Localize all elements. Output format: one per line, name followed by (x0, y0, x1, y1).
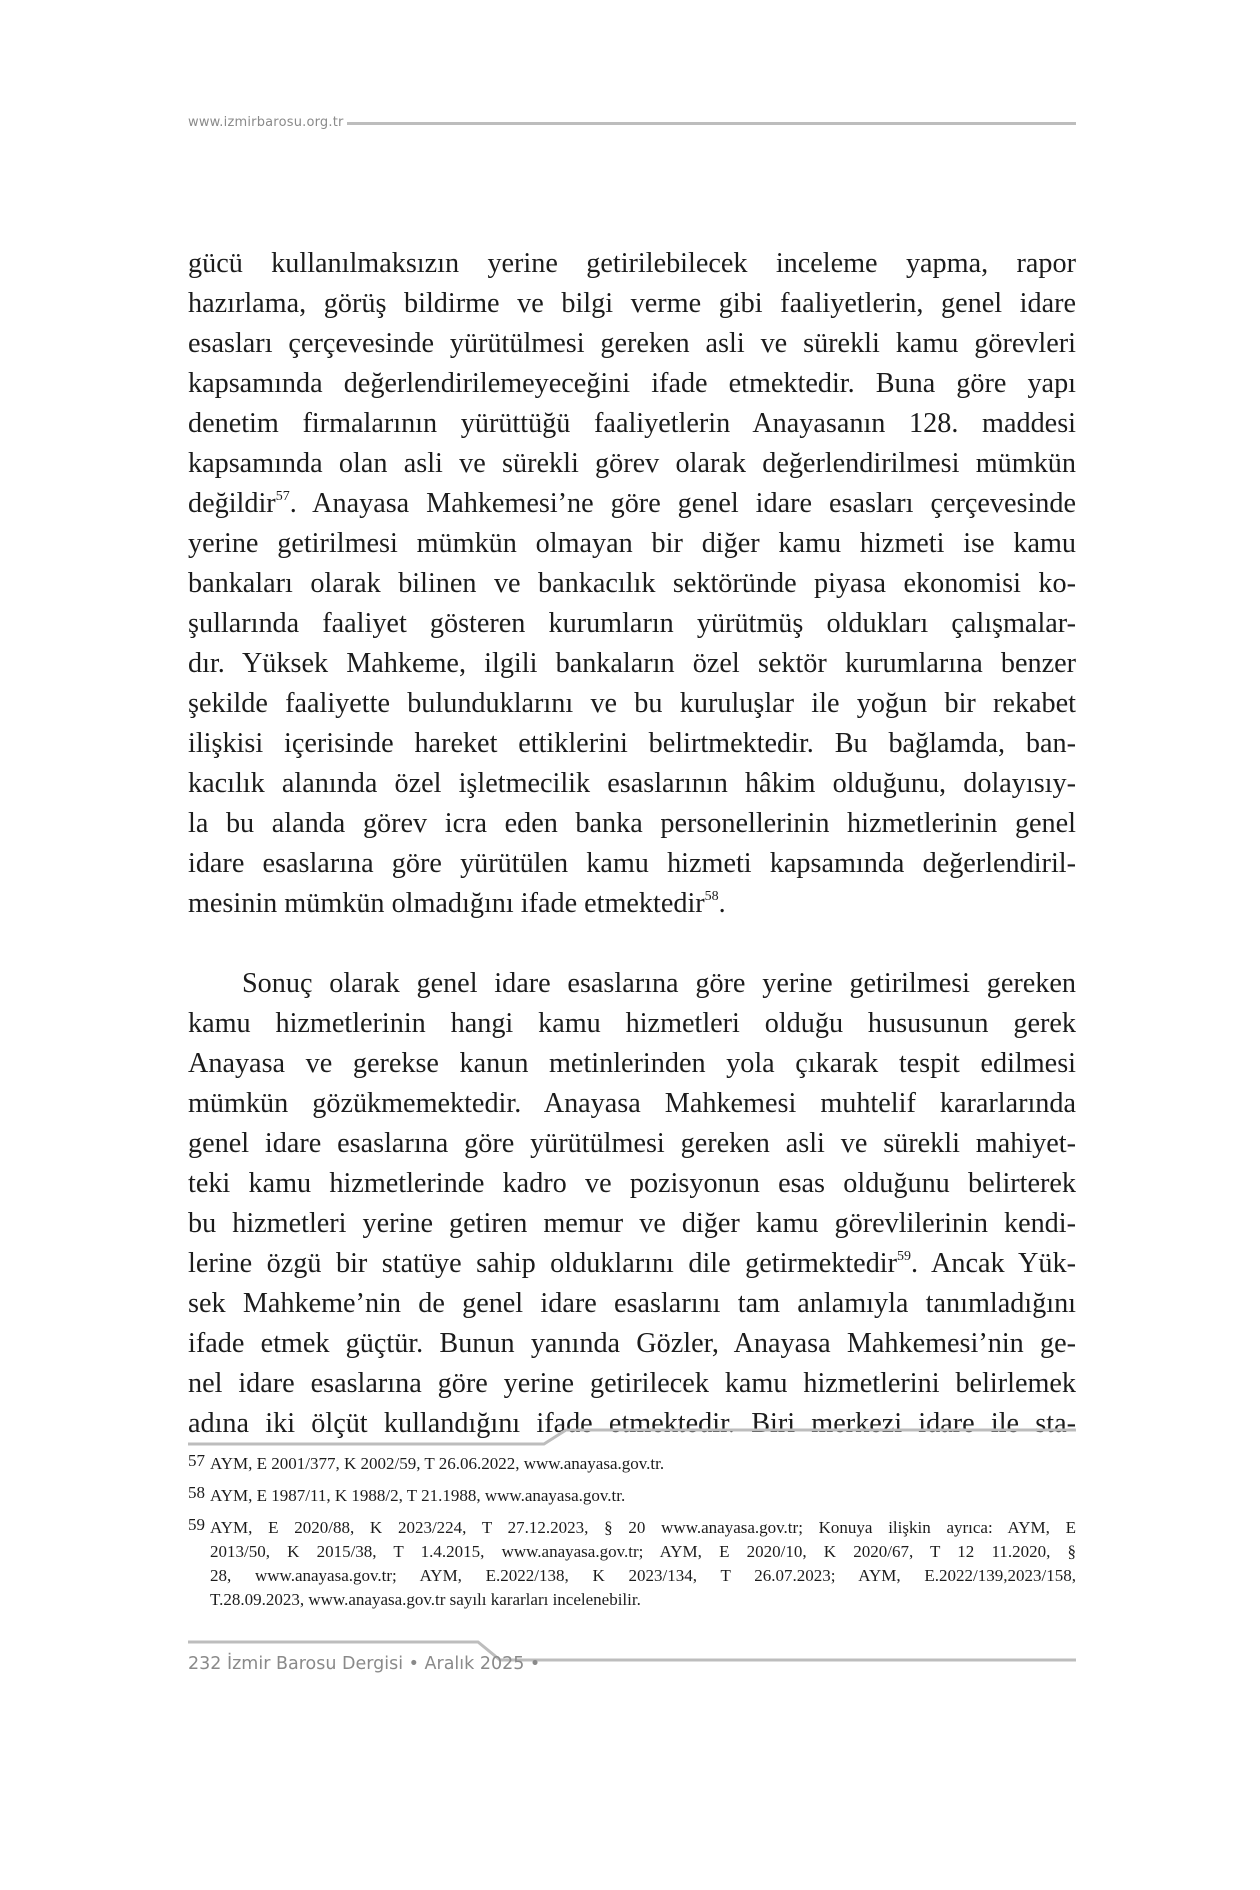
text-line: nel idare esaslarına göre yerine getirilecek kamu hizmetlerini belirlemek (188, 1368, 1076, 1399)
text-line: kacılık alanında özel işletmecilik esaslarının hâkim olduğunu, dolayısıy- (188, 768, 1076, 799)
footnotes (188, 1452, 1076, 1620)
text-line: gücü kullanılmaksızın yerine getirilebilecek inceleme yapma, rapor (188, 248, 1076, 279)
text-fragment: . Ancak Yük- (911, 1248, 1076, 1279)
page-footer: 232 İzmir Barosu Dergisi • Aralık 2025 • (188, 1654, 541, 1674)
text-line: ifade etmek güçtür. Bunun yanında Gözler, Anayasa Mahkemesi’nin ge- (188, 1328, 1076, 1359)
text-line: mümkün gözükmemektedir. Anayasa Mahkemesi muhtelif kararlarında (188, 1088, 1076, 1119)
text-fragment: değildir (188, 488, 276, 519)
text-line (188, 1244, 1076, 1284)
text-line: teki kamu hizmetlerinde kadro ve pozisyonun esas olduğunu belirterek (188, 1168, 1076, 1199)
text-line: şekilde faaliyette bulunduklarını ve bu kuruluşlar ile yoğun bir rekabet (188, 688, 1076, 719)
text-line: Anayasa ve gerekse kanun metinlerinden yola çıkarak tespit edilmesi (188, 1048, 1076, 1079)
text-line: kamu hizmetlerinin hangi kamu hizmetleri olduğu hususunun gerek (188, 1008, 1076, 1039)
text-line: genel idare esaslarına göre yürütülmesi gereken asli ve sürekli mahiyet- (188, 1128, 1076, 1159)
text-line (188, 884, 1076, 924)
text-line: şullarında faaliyet gösteren kurumların yürütmüş oldukları çalışmalar- (188, 608, 1076, 639)
text-fragment: . (718, 888, 726, 919)
footnote-separator (188, 1428, 1076, 1448)
text-line: sek Mahkeme’nin de genel idare esaslarını tam anlamıyla tanımladığını (188, 1288, 1076, 1319)
text-line: kapsamında olan asli ve sürekli görev olarak değerlendirilmesi mümkün (188, 448, 1076, 479)
footnote-text: T.28.09.2023, www.anayasa.gov.tr sayılı kararları incelenebilir. (210, 1590, 641, 1609)
footnote-ref-59[interactable]: 59 (897, 1248, 912, 1264)
footnote-text: 28, www.anayasa.gov.tr; AYM, E.2022/138, K 2023/134, T 26.07.2023; AYM, E.2022/139,2023/158, (210, 1566, 1076, 1585)
paragraph-2 (188, 964, 1076, 1444)
text-fragment: lerine özgü bir statüye sahip olduklarını dile getirmektedir (188, 1248, 898, 1279)
text-line: dır. Yüksek Mahkeme, ilgili bankaların özel sektör kurumlarına benzer (188, 648, 1076, 679)
text-line: bankaları olarak bilinen ve bankacılık sektöründe piyasa ekonomisi ko- (188, 568, 1076, 599)
text-fragment: . Anayasa Mahkemesi’ne göre genel idare esasları çerçevesinde (289, 488, 1076, 519)
header-url: www.izmirbarosu.org.tr (188, 114, 344, 130)
text-line: hazırlama, görüş bildirme ve bilgi verme gibi faaliyetlerin, genel idare (188, 288, 1076, 319)
footnote-text: 2013/50, K 2015/38, T 1.4.2015, www.anayasa.gov.tr; AYM, E 2020/10, K 2020/67, T 12 11.2020, § (210, 1542, 1076, 1561)
text-line: bu hizmetleri yerine getiren memur ve diğer kamu görevlilerinin kendi- (188, 1208, 1076, 1239)
text-line: yerine getirilmesi mümkün olmayan bir diğer kamu hizmeti ise kamu (188, 528, 1076, 559)
footnote-text: AYM, E 2001/377, K 2002/59, T 26.06.2022, www.anayasa.gov.tr. (210, 1454, 665, 1473)
text-line: ilişkisi içerisinde hareket ettiklerini belirtmektedir. Bu bağlamda, ban- (188, 728, 1076, 759)
text-line: adına iki ölçüt kullandığını ifade etmektedir. Biri merkezi idare ile sta- (188, 1408, 1076, 1439)
footnote-number: 58 (188, 1483, 205, 1502)
footnote-57 (188, 1452, 1076, 1476)
footnote-text: AYM, E 1987/11, K 1988/2, T 21.1988, www.anayasa.gov.tr. (210, 1486, 626, 1505)
text-line: kapsamında değerlendirilemeyeceğini ifade etmektedir. Buna göre yapı (188, 368, 1076, 399)
header-rule (347, 122, 1076, 125)
text-line (188, 484, 1076, 524)
footnote-58 (188, 1484, 1076, 1508)
footnote-number: 59 (188, 1515, 205, 1534)
text-line: Sonuç olarak genel idare esaslarına göre yerine getirilmesi gereken (242, 968, 1076, 999)
body-text (188, 244, 1076, 1444)
footnote-text: AYM, E 2020/88, K 2023/224, T 27.12.2023, § 20 www.anayasa.gov.tr; Konuya ilişkin ayrıca: AYM, E (210, 1518, 1076, 1537)
text-line: la bu alanda görev icra eden banka personellerinin hizmetlerinin genel (188, 808, 1076, 839)
footnote-ref-57[interactable]: 57 (275, 488, 290, 504)
text-line: denetim firmalarının yürüttüğü faaliyetlerin Anayasanın 128. maddesi (188, 408, 1076, 439)
footnote-59 (188, 1516, 1076, 1612)
text-line: esasları çerçevesinde yürütülmesi gereken asli ve sürekli kamu görevleri (188, 328, 1076, 359)
page-header (188, 112, 1076, 132)
paragraph-1 (188, 244, 1076, 924)
footnote-number: 57 (188, 1451, 205, 1470)
footnote-ref-58[interactable]: 58 (704, 888, 719, 904)
text-fragment: mesinin mümkün olmadığını ifade etmektedir (188, 888, 705, 919)
text-line: idare esaslarına göre yürütülen kamu hizmeti kapsamında değerlendiril- (188, 848, 1076, 879)
